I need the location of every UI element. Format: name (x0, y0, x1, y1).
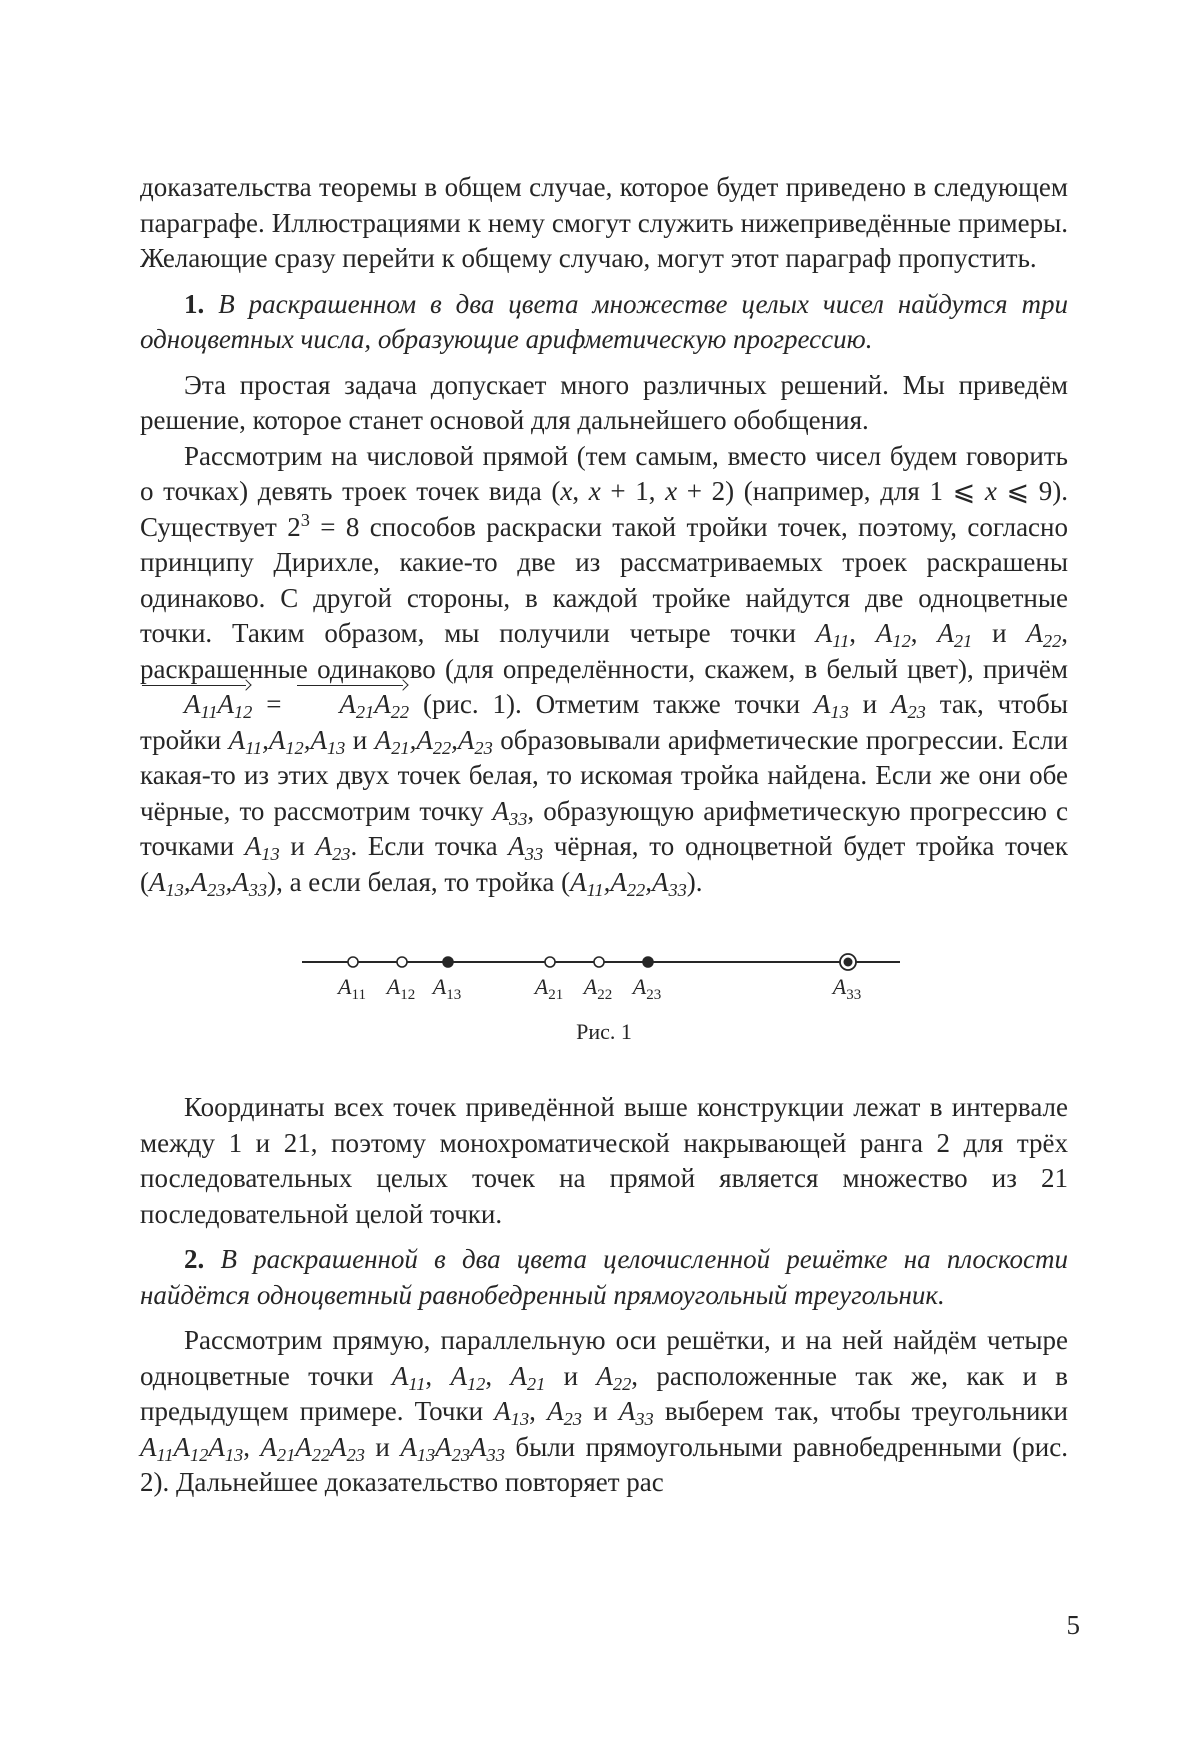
text: ). (686, 866, 703, 897)
point-label: $A_{33}$ (832, 974, 862, 1003)
math-var: x (665, 476, 678, 506)
text: ⩽ 9). Существует 2 (140, 476, 1069, 542)
text: , образующую арифметическую прогрессию с точками (140, 795, 1068, 861)
text: + 1, (600, 476, 666, 506)
point-black-marker (643, 957, 653, 967)
point-A33: $A_{33}$ (508, 831, 544, 865)
text: , расположенные так же, как и в предыдущем примере. Точки (140, 1360, 1069, 1426)
point-white-marker (397, 957, 407, 967)
text: и (848, 689, 891, 719)
text: , (485, 1360, 511, 1391)
point-A22: $A_{22}$ (1026, 618, 1062, 652)
text: так, чтобы тройки (140, 689, 1068, 755)
text: и (364, 1431, 401, 1462)
text: были прямоугольными равнобедренными (рис. 2). Дальнейшее доказательство повторяет рас (140, 1431, 1068, 1497)
point-A23: $A_{23}$ (890, 689, 926, 723)
page-number: 5 (1066, 1610, 1080, 1640)
math-var: x (560, 476, 573, 506)
triple-A11-A12-A13: $A_{11},A_{12},A_{13}$ (228, 724, 346, 758)
point-A12: $A_{12}$ (450, 1360, 486, 1394)
triangle-A11A12A13: $A_{11}A_{12}A_{13}$ (140, 1431, 244, 1465)
solution-paragraph (140, 439, 1068, 901)
point-A23: $A_{23}$ (315, 831, 351, 865)
text: и (279, 831, 316, 861)
text: и (545, 1360, 597, 1391)
point-A13: $A_{13}$ (244, 831, 280, 865)
text: , (849, 618, 876, 648)
triangle-A13A23A33: $A_{13}A_{23}A_{33}$ (400, 1431, 505, 1465)
text: (рис. 1). Отметим также точки (409, 689, 814, 719)
problem-statement: В раскрашенном в два цвета множестве целых чисел найдутся три одноцветных числа, образующие арифметическую прогрессию. (140, 288, 1068, 354)
point-A33: $A_{33}$ (492, 795, 528, 829)
triple-A11-A22-A33: $A_{11},A_{22},A_{33}$ (570, 866, 687, 900)
text: Координаты всех точек приведённой выше конструкции лежат в интервале между 1 и 21, поэтому монохроматической накрывающей ранга 2 для трёх последовательных целых точек на прямой является множество из 21 последовательной целой точки. (140, 1092, 1068, 1229)
solution-2-paragraph (140, 1323, 1068, 1501)
figure-point-A12 (385, 957, 415, 1003)
text: , (425, 1360, 451, 1391)
problem-1 (140, 287, 1068, 358)
page-body (140, 170, 1068, 1501)
point-black-marker (443, 957, 453, 967)
coordinates-paragraph (140, 1090, 1068, 1232)
figure-1 (140, 922, 1068, 1082)
point-A13: $A_{13}$ (494, 1396, 530, 1430)
text: Рассмотрим прямую, параллельную оси решётки, и на ней найдём четыре одноцветные точки (140, 1325, 1068, 1391)
point-white-marker (348, 957, 358, 967)
point-label: $A_{13}$ (432, 974, 462, 1003)
text: , (529, 1396, 548, 1426)
text: и (972, 618, 1027, 648)
point-label: $A_{11}$ (338, 974, 366, 1003)
point-white-marker (594, 957, 604, 967)
text: . Если точка (350, 831, 509, 861)
vector-A21A22: $A_{21}A_{22}$ (295, 691, 409, 718)
point-A12: $A_{12}$ (875, 618, 911, 652)
math-var: x (984, 476, 997, 506)
text: = 8 способов раскраски такой тройки точек, поэтому, согласно принципу Дирихле, какие-то две из рассматриваемых троек раскрашены одинаково. С другой стороны, в каждой тройке найдутся две одноцветные точки. Таким образом, мы получили четыре точки (140, 511, 1068, 648)
problem-number: 2. (184, 1244, 205, 1274)
text: Рассмотрим на числовой прямой (тем самым, вместо чисел будем говорить о точках) девять троек точек вида ( (140, 440, 1068, 506)
point-A11: $A_{11}$ (391, 1360, 426, 1394)
point-A33: $A_{33}$ (618, 1396, 654, 1430)
point-label: $A_{22}$ (583, 974, 613, 1003)
point-black-marker (844, 958, 853, 967)
text: и (345, 724, 375, 755)
point-A21: $A_{21}$ (510, 1360, 546, 1394)
triple-A21-A22-A23: $A_{21},A_{22},A_{23}$ (374, 724, 493, 758)
point-white-marker (545, 957, 555, 967)
triangle-A21A22A23: $A_{21}A_{22}A_{23}$ (260, 1431, 365, 1465)
text: = (252, 689, 296, 719)
point-label: $A_{23}$ (632, 974, 662, 1003)
point-A21: $A_{21}$ (937, 618, 973, 652)
point-label: $A_{21}$ (534, 974, 564, 1003)
text: выберем так, чтобы треугольники (653, 1396, 1069, 1426)
figure-point-A13 (431, 957, 461, 1003)
text: и (581, 1396, 619, 1426)
figure-point-A23 (631, 957, 661, 1003)
text: ), а если белая, то тройка ( (267, 866, 571, 897)
figure-point-A22 (582, 957, 612, 1003)
text: чёрная, то одноцветной будет тройка точек ( (140, 831, 1069, 897)
point-A23: $A_{23}$ (547, 1396, 582, 1430)
text: , (243, 1431, 261, 1462)
figure-point-A11 (336, 957, 366, 1003)
problem-2 (140, 1242, 1068, 1313)
math-var: x (588, 476, 601, 506)
text: , раскрашенные одинаково (для определённости, скажем, в белый цвет), причём (140, 618, 1068, 684)
text: Эта простая задача допускает много различных решений. Мы приведём решение, которое станет основой для дальнейшего обобщения. (140, 369, 1068, 435)
intro-paragraph (140, 170, 1068, 277)
solution-intro-paragraph (140, 368, 1068, 439)
vector-A11A12: $A_{11}A_{12}$ (140, 691, 252, 718)
text: доказательства теоремы в общем случае, которое будет приведено в следующем параграфе. Иллюстрациями к нему смогут служить нижеприведённые примеры. Желающие сразу перейти к общему случаю, могут этот параграф пропустить. (140, 172, 1068, 273)
number-line-diagram (140, 922, 1068, 1012)
exponent: 3 (300, 509, 310, 530)
problem-number: 1. (184, 288, 205, 319)
text: , (572, 476, 589, 506)
point-A22: $A_{22}$ (596, 1360, 632, 1394)
triple-A13-A23-A33: $A_{13},A_{23},A_{33}$ (149, 866, 268, 900)
text: образовывали арифметические прогрессии. Если какая-то из этих двух точек белая, то искомая тройка найдена. Если же они обе чёрные, то рассмотрим точку (140, 724, 1068, 826)
figure-point-A21 (533, 957, 563, 1003)
point-A11: $A_{11}$ (815, 618, 850, 652)
figure-caption: Рис. 1 (576, 1019, 632, 1044)
text: , (910, 618, 938, 648)
text: + 2) (например, для 1 ⩽ (677, 476, 985, 506)
point-label: $A_{12}$ (386, 974, 416, 1003)
point-A13: $A_{13}$ (813, 689, 849, 723)
problem-statement: В раскрашенной в два цвета целочисленной решётке на плоскости найдётся одноцветный равнобедренный прямоугольный треугольник. (140, 1244, 1069, 1310)
